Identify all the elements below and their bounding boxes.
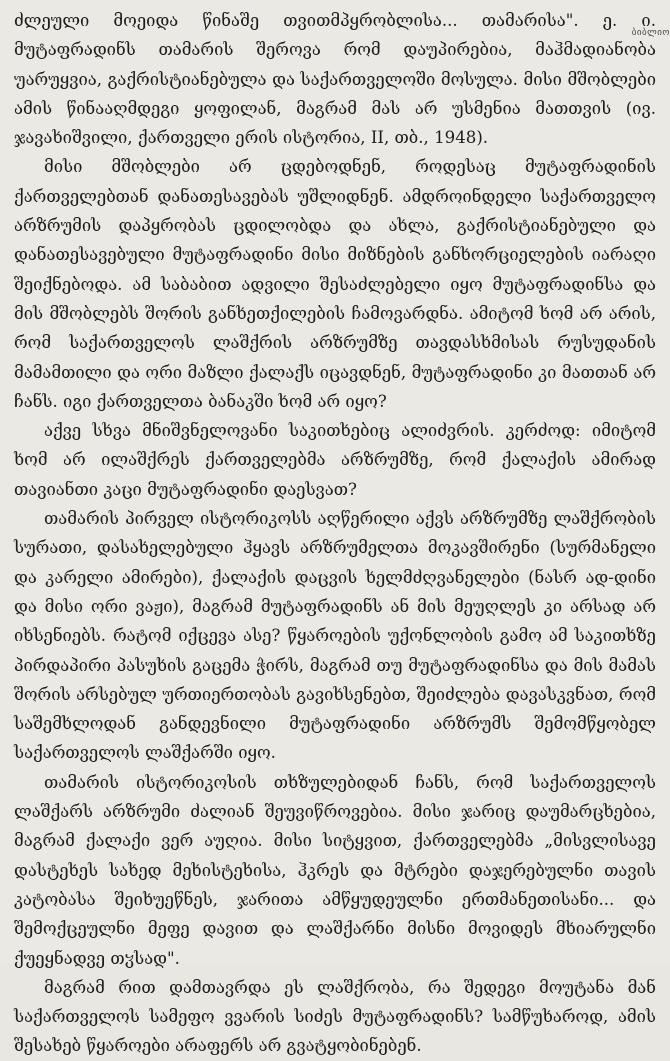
paragraph-4: თამარის პირველ ისტორიკოსს აღწერილი აქვს არზრუმზე ლაშქრობის სურათი, დასახელებული ჰყავს არზრუმელთა მოკავშირენი (სურმანელი და კარელი ამირები), ქალაქის დაცვის ხელმძღვანელები (ნასრ ად-დინი და მისი ორი ვაჟი), მაგრამ მუტაფრადინს ან მის მეუღლეს კი არსად არ იხსენიებს. რატომ იქცევა ასე? წყაროების უქონლობის გამო ამ საკითხზე პირდაპირი პასუხის გაცემა ჭირს, მაგრამ თუ მუტაფრადინსა და მის მამას შორის არსებულ ურთიერთობას გავიხსენებთ, შეიძლება დავასკვნათ, რომ საშემხლოდან განდევნილი მუტაფრადინი არზრუმს შემომწყობელ საქართველოს ლაშქარში იყო. <box>14 509 656 763</box>
library-stamp: ბიბლიო <box>631 28 670 38</box>
paragraph-3: აქვე სხვა მნიშვნელოვანი საკითხებიც ალიძვრის. კერძოდ: იმიტომ ხომ არ ილაშქრეს ქართველებმა არზრუმზე, რომ ქალაქის ამირად თავიანთი კაცი მუტაფრადინი დაესვათ? <box>14 421 656 499</box>
paragraph-6: მაგრამ რით დამთავრდა ეს ლაშქრობა, რა შედეგი მოუტანა მან საქართველოს სამეფო ვვარის სიძეს მუტაფრადინს? სამწუხაროდ, ამის შესახებ წყაროები არაფერს არ გვატყობინებენ. <box>14 977 656 1056</box>
page-text <box>14 6 656 1061</box>
paragraph-2: მისი მშობლები არ ცდებოდნენ, როდესაც მუტაფრადინის ქართველებთან დანათესავებას უშლიდნენ. ამდროინდელი საქართველო არზრუმის დაპყრობას ცდილობდა და ახლა, გაქრისტიანებული და დანათესავებული მუტაფრადინი მისი მიზნების განხორციელების იარაღი შეიქნებოდა. ამ საბაბით ადვილი შესაძლებელი იყო მუტაფრადინსა და მის მშობლებს შორის განხეთქილების ჩამოვარდნა. ამიტომ ხომ არ არის, რომ საქართველოს ლაშქრის არზრუმზე თავდასხმისას რუსუდანის მამამთილი და ორი მაზლი ქალაქს იცავდნენ, მუტაფრადინი კი მათთან არ ჩანს. იგი ქართველთა ბანაკში ხომ არ იყო? <box>14 157 656 411</box>
paragraph-5: თამარის ისტორიკოსის თხზულებიდან ჩანს, რომ საქართველოს ლაშქარს არზრუმი ძალიან შეუვიწროვებია. მისი ჯარიც დაუმარცხებია, მაგრამ ქალაქი ვერ აუღია. მისი სიტყვით, ქართველებმა „მისვლისავე დასტეხეს სახედ მეხისტეხისა, ჰკრეს და მტრები დაჯერებულნი თავის კატობასა შეიხუეწნეს, ჯარითა ამწყუდეულნი ერთმანეთისანი... და შემოქცეულნი მეფე დავით და ლაშქარნი მისნი მოვიდეს მხიარულნი ქუეყნადვე თჳსად". <box>14 772 656 968</box>
paragraph-1: ძლეული მოეიდა წინაშე თვითმპყრობლისა... თამარისა". ე. ი. მუტაფრადინს თამარის შეროვა რომ დაუპირებია, მაჰმადიანობა უარუყვია, გაქრისტიანებულა და საქართველოში მოსულა. მისი მშობლები ამის წინააღმდეგი ყოფილან, მაგრამ მას არ უსმენია მათთვის (ივ. ჯავახიშვილი, ქართველი ერის ისტორია, II, თბ., 1948). <box>14 11 656 148</box>
